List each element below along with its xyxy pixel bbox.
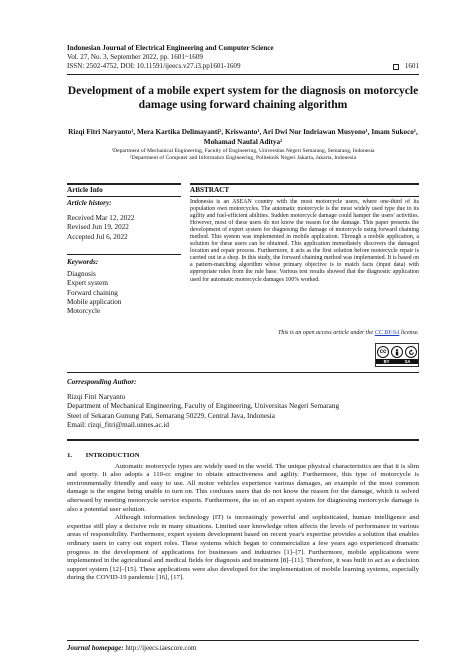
affiliations — [67, 148, 419, 162]
homepage-link[interactable]: http://ijeecs.iaescore.com — [123, 644, 197, 652]
header-rule — [67, 74, 419, 75]
keyword-item: Forward chaining — [67, 288, 118, 297]
keyword-item: Mobile application — [67, 297, 122, 306]
open-access-prefix: This is an open access article under the — [278, 330, 375, 336]
page-footer — [67, 644, 419, 652]
paper-title: Development of a mobile expert system for the diagnosis on motorcycle damage using forward chaining algorithm — [67, 84, 419, 111]
keywords-rule — [67, 254, 181, 255]
abstract-rule — [190, 196, 419, 197]
corresponding-line: Steet of Sekaran Gunung Pati, Semarang 50229, Central Java, Indonesia — [67, 411, 275, 420]
introduction-section — [67, 452, 419, 583]
history-heading: Article history: — [67, 199, 112, 207]
article-info-top-rule — [67, 183, 181, 185]
affiliation-1: ¹Department of Mechanical Engineering, Faculty of Engineering, Universitas Negeri Semarang, Semarang, Indonesia — [111, 148, 375, 154]
corresponding-heading: Corresponding Author: — [67, 378, 137, 386]
license-link[interactable]: CC BY-SA — [374, 330, 400, 336]
journal-name: Indonesian Journal of Electrical Engineering and Computer Science — [67, 44, 274, 52]
history-accepted: Accepted Jul 6, 2022 — [67, 232, 128, 241]
introduction-heading: 1. INTRODUCTION — [67, 452, 140, 459]
keyword-item: Motorcycle — [67, 307, 101, 316]
article-info-heading: Article Info — [67, 186, 103, 194]
article-history — [67, 199, 181, 242]
footer-label: Journal homepage: — [67, 644, 124, 652]
share-alike-icon — [405, 346, 417, 358]
corresponding-author — [67, 378, 419, 430]
open-access-suffix: license. — [399, 330, 419, 336]
history-received: Received Mar 12, 2022 — [67, 214, 135, 223]
corresponding-line: Rizqi Fitri Naryanto — [67, 393, 126, 402]
volume-info: Vol. 27, No. 3, September 2022, pp. 1601~1609 — [67, 53, 203, 61]
article-info — [67, 186, 181, 195]
badge-by-label: BY — [383, 359, 390, 364]
abstract-text: Indonesia is an ASEAN country with the most motorcycle users, where one-third of its population own motorcycles. The automatic motorcycle is the most widely used type due to its agility and fuel-efficient abilities. Sudden motorcycle damage could hamper the users' activities. However, most of these users do not know the reason for the damage. This paper presents the development of expert system for diagnosing the damage of motorcycle using forward chaining method. This system was implemented in mobile application. Through a mobile application, a solution for these users can be obtained. This application immediately discovers the damaged location and repair process. Furthermore, it acts as the first solution before motorcycle repair is carried out in a shop. In this study, the forward chaining method was implemented. It is based on a pattern-matching algorithm whose primary objective is to match facts (input data) with appropriate rules from the rule base. Various test results showed that the diagnostic application used for automatic motorcycle damages 100% worked. — [190, 199, 419, 283]
abstract-heading: ABSTRACT — [190, 186, 230, 194]
journal-header — [67, 44, 419, 71]
paragraph: Automatic motorcycle types are widely used in the world. The unique physical characteristics are that it is slim and sporty. It also adopts a 110-cc engine to obtain attractiveness and agility. Furthermore, this type of motorcycle is environmentally friendly and easy to use. All motor vehicles experience various damages, an example of the most common damage is the engine being unable to turn on. This confuses users that do not know the reason for the damage, which is solved afterward by meeting motorcycle service experts. Furthermore, the us of an expert system for diagnosing motorcycle damage is also a potential user solution. — [67, 462, 419, 513]
corresponding-line: Department of Mechanical Engineering, Faculty of Engineering, Universitas Negeri Semarang — [67, 402, 340, 411]
footer-rule — [67, 640, 419, 641]
abstract-top-rule — [190, 183, 419, 185]
corresponding-email: Email: rizqi_fitri@mail.unnes.ac.id — [67, 420, 170, 429]
keywords — [67, 258, 181, 316]
page-number: 1601 — [404, 62, 419, 70]
square-icon — [393, 64, 399, 70]
cc-by-sa-badge[interactable] — [375, 343, 419, 367]
corresponding-rule — [67, 372, 419, 373]
paragraph: Although information technology (IT) is increasingly powerful and sophisticated, human intelligence and expertise still play a decisive role in many situations. Limited user knowledge often affects the levels of performance in various areas of responsibility. Furthermore, expert system development based on recent year's expertise provides a solution that enables ordinary users to carry out expert roles. These systems which began to commercialize a few years ago experienced dramatic progress in the development of applications for businesses and industries [1]–[7]. Furthermore, mobile applications were implemented in the agricultural and medical fields for diagnosis and treatment [8]–[11]. Therefore, it was built to act as a decision support system [12]–[15]. These applications were also developed for the implementation of mobile learning systems, especially during the COVID-19 pandemic [16], [17]. — [67, 514, 419, 582]
open-access-notice — [190, 330, 419, 336]
keyword-item: Expert system — [67, 279, 108, 288]
badge-sa-label: SA — [404, 359, 411, 364]
issn-doi: ISSN: 2502-4752, DOI: 10.11591/ijeecs.v27.i3.pp1601-1609 — [67, 62, 241, 70]
person-icon — [391, 346, 403, 358]
article-info-rule — [67, 196, 181, 197]
history-revised: Revised Jun 19, 2022 — [67, 223, 129, 232]
affiliation-2: ²Department of Computer and Informatics Engineering, Politeknik Negeri Jakarta, Jakarta, Indonesia — [129, 155, 357, 161]
cc-icon: cc — [377, 346, 389, 358]
keywords-heading: Keywords: — [67, 258, 99, 266]
section-rule — [67, 439, 419, 441]
keyword-item: Diagnosis — [67, 270, 96, 279]
author-list: Rizqi Fitri Naryanto¹, Mera Kartika Delimayanti², Kriswanto¹, Ari Dwi Nur Indriawan Musyono¹, Imam Sukoco¹, Mohamad Naufal Aditya² — [68, 128, 418, 146]
abstract-section — [190, 186, 419, 194]
